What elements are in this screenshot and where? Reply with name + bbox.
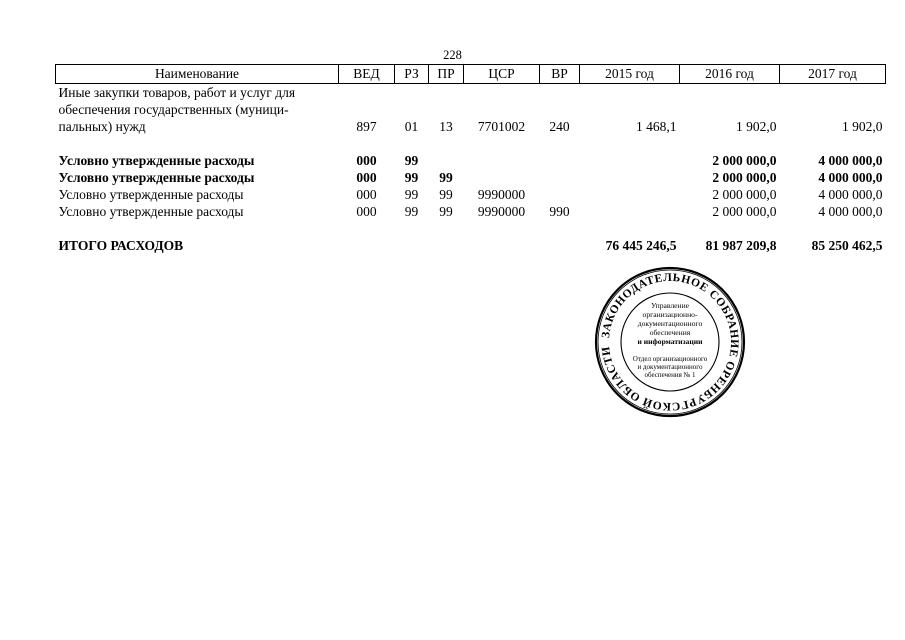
row-csr: 9990000	[477, 187, 526, 202]
row-ved: 000	[356, 187, 377, 202]
total-label: ИТОГО РАСХОДОВ	[58, 238, 184, 253]
official-stamp	[594, 266, 746, 418]
row-ved: 897	[356, 119, 377, 134]
row-name-line: обеспечения государственных (муници-	[58, 102, 289, 117]
header-2017: 2017 год	[780, 65, 886, 84]
row-2017: 4 000 000,0	[818, 187, 883, 202]
row-vr: 240	[549, 119, 570, 134]
row-name: Условно утвержденные расходы	[58, 153, 255, 168]
row-2015	[580, 203, 680, 220]
row-2017: 4 000 000,0	[818, 153, 883, 168]
row-name: Условно утвержденные расходы	[58, 170, 255, 185]
row-2016: 2 000 000,0	[712, 204, 777, 219]
row-2017: 1 902,0	[842, 119, 883, 134]
table-row	[56, 203, 886, 220]
row-ved: 000	[356, 170, 377, 185]
row-2017: 4 000 000,0	[818, 204, 883, 219]
row-csr	[464, 152, 540, 169]
stamp-line: документационного	[637, 319, 703, 328]
row-pr	[429, 152, 464, 169]
row-2016: 2 000 000,0	[712, 153, 777, 168]
row-csr: 9990000	[477, 204, 526, 219]
stamp-line: Отдел организационного	[632, 355, 708, 363]
budget-table	[55, 64, 886, 254]
table-row	[56, 152, 886, 169]
row-2015: 1 468,1	[636, 119, 677, 134]
total-row	[56, 237, 886, 254]
table-row	[56, 84, 886, 136]
row-2015	[580, 169, 680, 186]
total-2016: 81 987 209,8	[705, 238, 777, 253]
row-2015	[580, 186, 680, 203]
header-2016: 2016 год	[680, 65, 780, 84]
row-ved: 000	[356, 153, 377, 168]
stamp-line: и информатизации	[637, 337, 703, 346]
table-row	[56, 169, 886, 186]
row-2016: 2 000 000,0	[712, 187, 777, 202]
row-2016: 1 902,0	[736, 119, 777, 134]
header-vr: ВР	[540, 65, 580, 84]
row-name: Условно утвержденные расходы	[58, 204, 244, 219]
spacer-row	[56, 135, 886, 152]
header-2015: 2015 год	[580, 65, 680, 84]
row-pr: 99	[439, 187, 453, 202]
stamp-line: обеспечения № 1	[644, 371, 696, 379]
row-name-line: Иные закупки товаров, работ и услуг для	[58, 85, 296, 100]
row-rz: 99	[404, 170, 419, 185]
row-csr	[464, 169, 540, 186]
row-pr: 99	[439, 204, 453, 219]
stamp-line: обеспечения	[649, 328, 691, 337]
spacer-row	[56, 220, 886, 237]
row-vr: 990	[549, 204, 570, 219]
stamp-inner-text	[633, 301, 708, 379]
row-vr	[540, 152, 580, 169]
row-rz: 01	[404, 119, 419, 134]
header-name: Наименование	[56, 65, 339, 84]
total-2017: 85 250 462,5	[811, 238, 883, 253]
row-2015	[580, 152, 680, 169]
header-rz: РЗ	[395, 65, 429, 84]
header-csr: ЦСР	[464, 65, 540, 84]
row-pr: 99	[439, 170, 453, 185]
row-name-line: пальных) нужд	[58, 119, 146, 134]
row-vr	[540, 169, 580, 186]
row-pr: 13	[439, 119, 453, 134]
row-rz: 99	[404, 153, 419, 168]
row-csr: 7701002	[477, 119, 526, 134]
stamp-line: Управление	[650, 301, 690, 310]
header-pr: ПР	[429, 65, 464, 84]
row-name: Условно утвержденные расходы	[58, 187, 244, 202]
row-name	[56, 84, 339, 136]
stamp-ring-text: ЗАКОНОДАТЕЛЬНОЕ СОБРАНИЕ ОРЕНБУРГСКОЙ ОБЛАСТИ	[600, 271, 741, 413]
table-row	[56, 186, 886, 203]
row-ved: 000	[356, 204, 377, 219]
row-rz: 99	[404, 187, 419, 202]
header-ved: ВЕД	[339, 65, 395, 84]
page-number: 228	[443, 48, 462, 62]
row-vr	[540, 186, 580, 203]
row-2017: 4 000 000,0	[818, 170, 883, 185]
table-header-row	[56, 65, 886, 84]
stamp-line: и документационного	[637, 363, 703, 371]
total-2015: 76 445 246,5	[605, 238, 677, 253]
stamp-line: организационно-	[642, 310, 698, 319]
row-2016: 2 000 000,0	[712, 170, 777, 185]
row-rz: 99	[404, 204, 419, 219]
